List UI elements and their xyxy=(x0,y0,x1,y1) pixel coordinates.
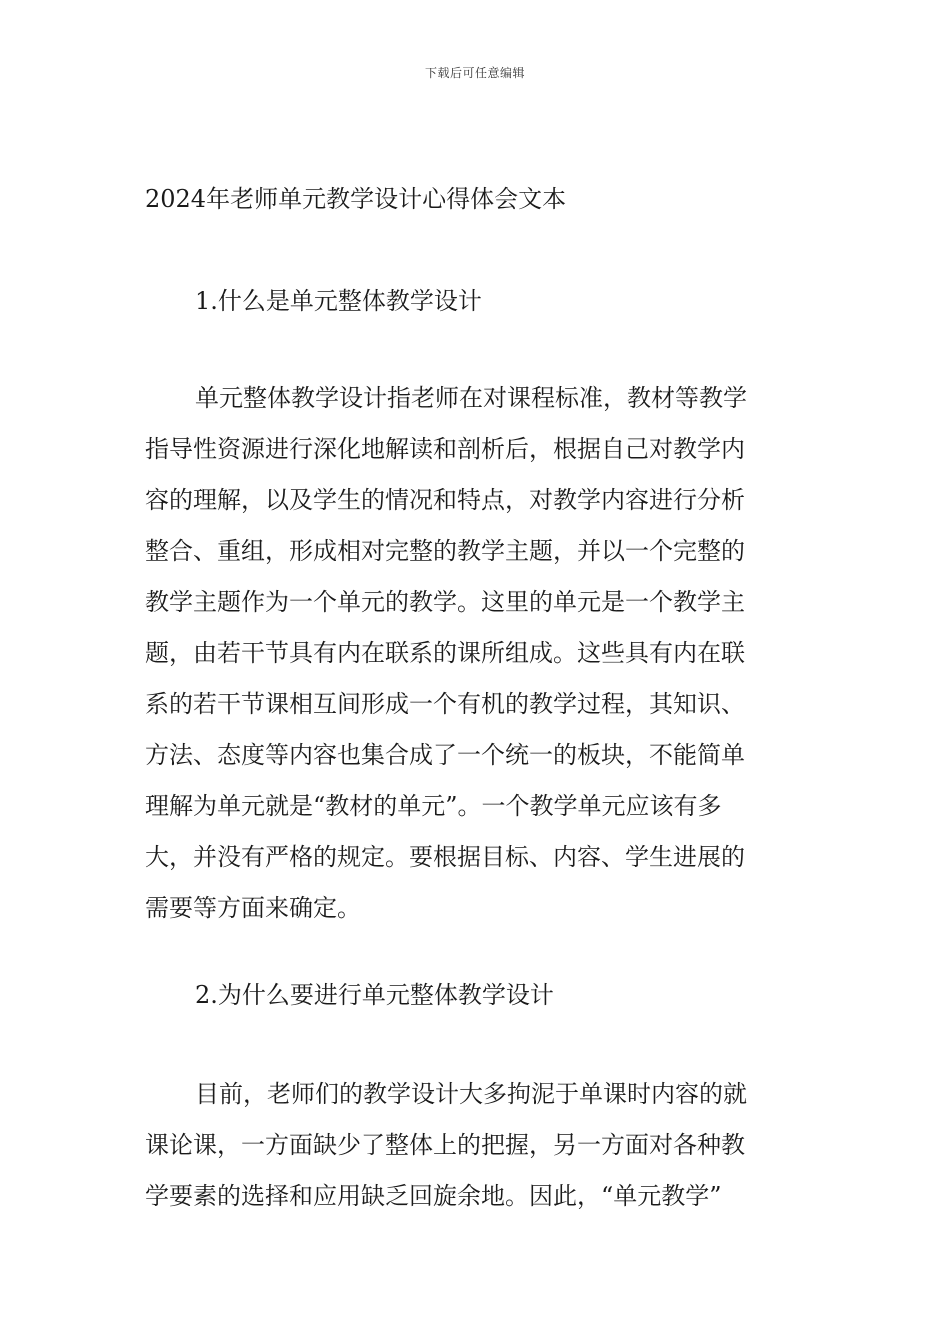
paragraph-line: 指导性资源进行深化地解读和剖析后，根据自己对教学内 xyxy=(145,435,745,463)
section-1-paragraph xyxy=(145,373,809,934)
paragraph-line: 目前，老师们的教学设计大多拘泥于单课时内容的就 xyxy=(195,1080,747,1108)
section-2-paragraph xyxy=(145,1069,809,1222)
paragraph-line: 单元整体教学设计指老师在对课程标准，教材等教学 xyxy=(195,384,747,412)
paragraph-line: 题，由若干节具有内在联系的课所组成。这些具有内在联 xyxy=(145,639,745,667)
paragraph-line: 需要等方面来确定。 xyxy=(145,894,361,922)
paragraph-line: 整合、重组，形成相对完整的教学主题，并以一个完整的 xyxy=(145,537,745,565)
paragraph-line: 容的理解，以及学生的情况和特点，对教学内容进行分析 xyxy=(145,486,745,514)
paragraph-line: 系的若干节课相互间形成一个有机的教学过程，其知识、 xyxy=(145,690,745,718)
section-heading-2: 2.为什么要进行单元整体教学设计 xyxy=(195,981,554,1009)
paragraph-line: 大，并没有严格的规定。要根据目标、内容、学生进展的 xyxy=(145,843,745,871)
paragraph-line: 课论课，一方面缺少了整体上的把握，另一方面对各种教 xyxy=(145,1131,745,1159)
document-title: 2024年老师单元教学设计心得体会文本 xyxy=(145,185,567,213)
section-heading-1: 1.什么是单元整体教学设计 xyxy=(195,287,482,315)
paragraph-line: 教学主题作为一个单元的教学。这里的单元是一个教学主 xyxy=(145,588,745,616)
header-note: 下载后可任意编辑 xyxy=(424,66,525,80)
paragraph-line: 学要素的选择和应用缺乏回旋余地。因此，“单元教学” xyxy=(145,1182,722,1210)
paragraph-line: 方法、态度等内容也集合成了一个统一的板块，不能简单 xyxy=(145,741,745,769)
paragraph-line: 理解为单元就是“教材的单元”。一个教学单元应该有多 xyxy=(145,792,722,820)
